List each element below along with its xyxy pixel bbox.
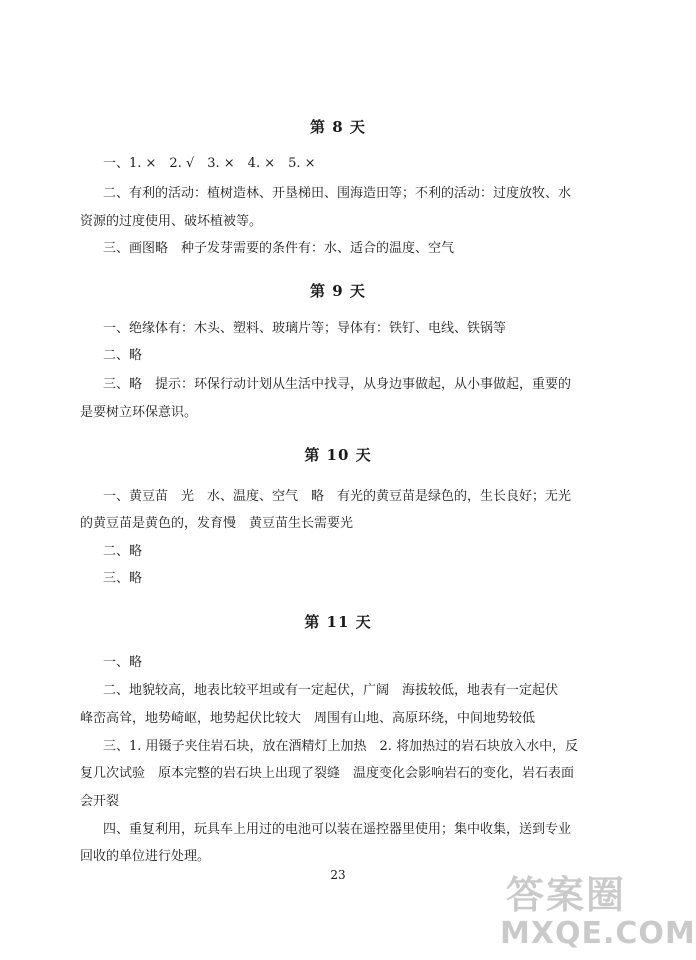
day-11-answer-4: 四、重复利用，玩具车上用过的电池可以装在遥控器里使用；集中收集，送到专业 xyxy=(103,822,572,837)
day-8-answer-3: 三、画图略 种子发芽需要的条件有：水、适合的温度、空气 xyxy=(103,241,455,256)
day-10-answer-2: 二、略 xyxy=(103,544,143,559)
section-heading-day-8: 第 8 天 xyxy=(310,118,366,136)
day-9-answer-2: 二、略 xyxy=(103,348,143,363)
section-heading-day-10: 第 10 天 xyxy=(304,446,372,464)
page-number: 23 xyxy=(330,868,346,882)
day-9-answer-3-cont: 是要树立环保意识。 xyxy=(80,405,198,420)
day-8-answer-2: 二、有利的活动：植树造林、开垦梯田、围海造田等；不利的活动：过度放牧、水 xyxy=(103,186,572,201)
day-11-answer-3-cont-2: 会开裂 xyxy=(80,794,120,809)
day-11-answer-1: 一、略 xyxy=(103,655,143,670)
watermark-url-text: MXQE.COM xyxy=(500,916,696,951)
watermark-logo-text: 答案圈 xyxy=(506,873,627,917)
day-9-answer-1: 一、绝缘体有：木头、塑料、玻璃片等；导体有：铁钉、电线、铁锅等 xyxy=(103,321,507,336)
day-11-answer-3-cont-1: 复几次试验 原本完整的岩石块上出现了裂缝 温度变化会影响岩石的变化，岩石表面 xyxy=(80,766,575,781)
section-heading-day-9: 第 9 天 xyxy=(310,282,366,300)
day-11-answer-4-cont: 回收的单位进行处理。 xyxy=(80,849,211,864)
day-11-answer-2: 二、地貌较高，地表比较平坦或有一定起伏，广阔 海拔较低，地表有一定起伏 xyxy=(103,683,559,698)
day-10-answer-1-cont: 的黄豆苗是黄色的，发育慢 黄豆苗生长需要光 xyxy=(80,516,354,531)
section-heading-day-11: 第 11 天 xyxy=(304,613,372,631)
day-8-answer-1: 一、1. × 2. √ 3. × 4. × 5. × xyxy=(103,156,316,171)
day-10-answer-3: 三、略 xyxy=(103,571,143,586)
day-11-answer-3: 三、1. 用镊子夹住岩石块，放在酒精灯上加热 2. 将加热过的岩石块放入水中，反 xyxy=(103,739,579,754)
day-11-answer-2-cont: 峰峦高耸，地势崎岖，地势起伏比较大 周围有山地、高原环绕，中间地势较低 xyxy=(80,711,536,726)
day-9-answer-3: 三、略 提示：环保行动计划从生活中找寻，从身边事做起，从小事做起，重要的 xyxy=(103,377,572,392)
day-10-answer-1: 一、黄豆苗 光 水、温度、空气 略 有光的黄豆苗是绿色的，生长良好；无光 xyxy=(103,489,572,504)
day-8-answer-2-cont: 资源的过度使用、破坏植被等。 xyxy=(80,214,263,229)
